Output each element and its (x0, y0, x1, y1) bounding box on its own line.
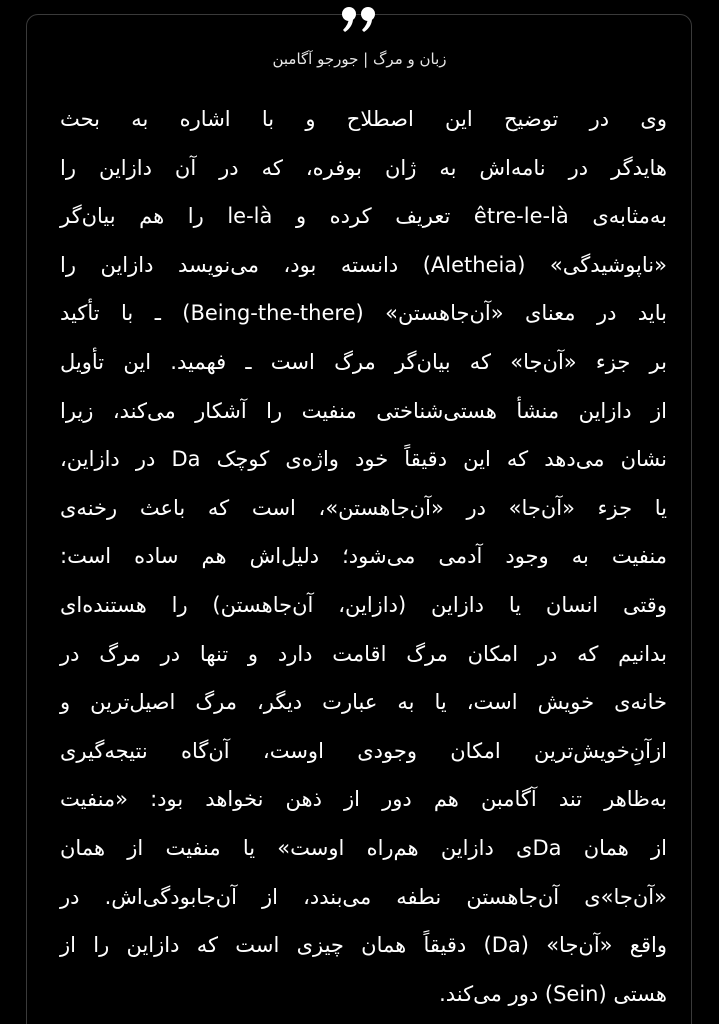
text-line: وقتی انسان یا دازاین (دازاین، آن‌جاهستن) را هستنده‌ای (60, 592, 667, 617)
text-line: ازآنِ‌خویش‌ترین امکان وجودی اوست، آن‌گاه نتیجه‌گیری (60, 738, 667, 763)
text-line: یا جزء «آن‌جا» در «آن‌جاهستن»، است که باعث رخنه‌ی (60, 495, 667, 520)
text-line: بدانیم که در امکان مرگ اقامت دارد و تنها در مرگ در (60, 641, 667, 666)
text-line: از دازاین منشأ هستی‌شناختی منفیت را آشکار می‌کند، زیرا (60, 398, 667, 423)
text-line: «آن‌جا»ی آن‌جاهستن نطفه می‌بندد، از آن‌جابودگی‌اش. در (60, 884, 667, 909)
text-line: بر جزء «آن‌جا» که بیان‌گر مرگ است ـ فهمید. این تأویل (60, 349, 667, 374)
text-line: واقع «آن‌جا» (Da) دقیقاً همان چیزی است که دازاین را از (60, 933, 667, 958)
text-line: هایدگر در نامه‌اش به ژان بوفره، که در آن دازاین را (60, 155, 667, 180)
double-quote-icon (0, 4, 719, 44)
text-line: به‌ظاهر تند آگامبن هم دور از ذهن نخواهد بود: «منفیت (60, 787, 667, 812)
source-caption: زبان و مرگ | جورجو آگامبن (272, 50, 447, 68)
text-line: وی در توضیح این اصطلاح و با اشاره به بحث (60, 107, 667, 131)
text-line: باید در معنای «آن‌جاهستن» (Being-the-there) ـ با تأکید (60, 301, 667, 326)
text-line: خانه‌ی خویش است، یا به عبارت دیگر، مرگ اصیل‌ترین و (60, 690, 667, 715)
quote-body (60, 95, 667, 1018)
text-line: نشان می‌دهد که این دقیقاً خود واژه‌ی کوچک Da در دازاین، (60, 447, 667, 472)
text-line: هستی (Sein) دور می‌کند. (439, 981, 667, 1006)
text-line: «ناپوشیدگی» (Aletheia) دانسته بود، می‌نویسد دازاین را (60, 252, 667, 277)
text-line: از همان Daی دازاین هم‌راه اوست» یا منفیت از همان (60, 835, 667, 860)
text-line: به‌مثابه‌ی être-le-là تعریف کرده و le-là را هم بیان‌گر (60, 204, 667, 229)
text-line: منفیت به وجود آدمی می‌شود؛ دلیل‌اش هم ساده است: (60, 544, 667, 569)
